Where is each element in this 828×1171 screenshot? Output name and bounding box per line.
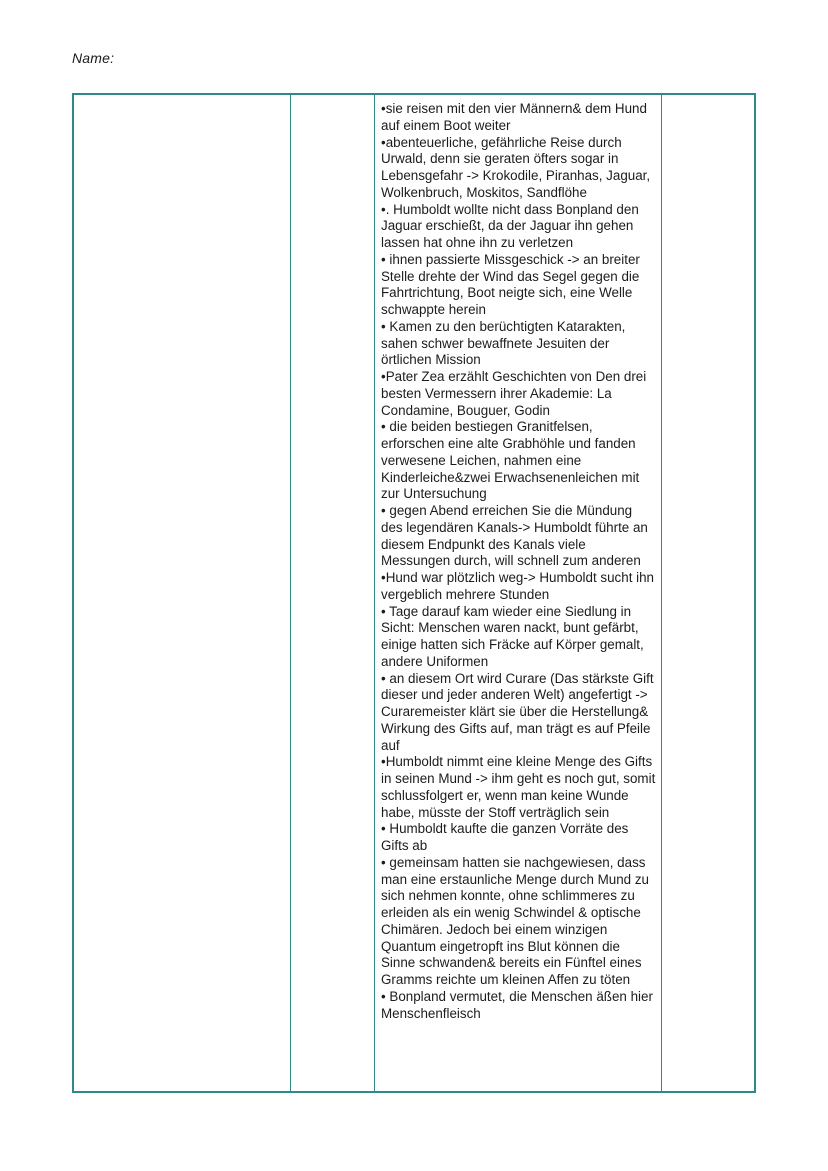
empty-cell-column-2 xyxy=(292,95,374,1091)
empty-cell-column-1 xyxy=(74,95,290,1091)
note-item: • Tage darauf kam wieder eine Siedlung in Sicht: Menschen waren nackt, bunt gefärbt, einige hatten sich Fräcke auf Körper gemalt, andere Uniformen xyxy=(381,603,644,669)
note-item: •Humboldt nimmt eine kleine Menge des Gifts in seinen Mund -> ihm geht es noch gut, somit schlussfolgert er, wenn man keine Wunde habe, müsste der Stoff verträglich sein xyxy=(381,754,656,820)
note-item: • die beiden bestiegen Granitfelsen, erforschen eine alte Grabhöhle und fanden verwesene Leichen, nahmen eine Kinderleiche&zwei Erwachsenenleichen mit zur Untersuchung xyxy=(381,419,640,502)
note-item: • ihnen passierte Missgeschick -> an breiter Stelle drehte der Wind das Segel gegen die Fahrtrichtung, Boot neigte sich, eine Welle schwappte herein xyxy=(381,251,640,317)
note-item: •. Humboldt wollte nicht dass Bonpland den Jaguar erschießt, da der Jaguar ihn gehen lassen hat ohne ihn zu verletzen xyxy=(381,201,639,250)
column-divider-3 xyxy=(661,95,662,1091)
note-item: • Humboldt kaufte die ganzen Vorräte des Gifts ab xyxy=(381,821,629,853)
note-item: •Hund war plötzlich weg-> Humboldt sucht ihn vergeblich mehrere Stunden xyxy=(381,570,655,602)
column-divider-1 xyxy=(290,95,291,1091)
note-item: •Pater Zea erzählt Geschichten von Den drei besten Vermessern ihrer Akademie: La Condamine, Bouguer, Godin xyxy=(381,369,647,418)
note-item: •abenteuerliche, gefährliche Reise durch Urwald, denn sie geraten öfters sogar in Lebensgefahr -> Krokodile, Piranhas, Jaguar, Wolkenbruch, Moskitos, Sandflöhe xyxy=(381,134,651,200)
note-item: • gegen Abend erreichen Sie die Mündung des legendären Kanals-> Humboldt führte an diesem Endpunkt des Kanals viele Messungen durch, will schnell zum anderen xyxy=(381,503,648,569)
name-label: Name: xyxy=(72,50,115,66)
note-item: • Bonpland vermutet, die Menschen äßen hier Menschenfleisch xyxy=(381,988,653,1021)
notes-cell xyxy=(381,101,657,1022)
empty-cell-column-4 xyxy=(663,95,754,1091)
note-item: • an diesem Ort wird Curare (Das stärkste Gift dieser und jeder anderen Welt) angefertigt -> Curaremeister klärt sie über die Herstellung& Wirkung des Gifts auf, man trägt es auf Pfeile auf xyxy=(381,670,654,753)
notes-table xyxy=(72,93,756,1093)
column-divider-2 xyxy=(374,95,375,1091)
note-item: •sie reisen mit den vier Männern& dem Hund auf einem Boot weiter xyxy=(381,101,647,133)
note-item: • Kamen zu den berüchtigten Katarakten, sahen schwer bewaffnete Jesuiten der örtlichen Mission xyxy=(381,318,626,368)
note-item: • gemeinsam hatten sie nachgewiesen, dass man eine erstaunliche Menge durch Mund zu sich nehmen konnte, ohne schlimmeres zu erleiden als ein wenig Schwindel & optische Chimären. Jedoch bei einem winzigen Quantum eingetropft ins Blut können die Sinne schwanden& bereits ein Fünftel eines Gramms reichte um kleinen Affen zu töten xyxy=(381,854,649,987)
